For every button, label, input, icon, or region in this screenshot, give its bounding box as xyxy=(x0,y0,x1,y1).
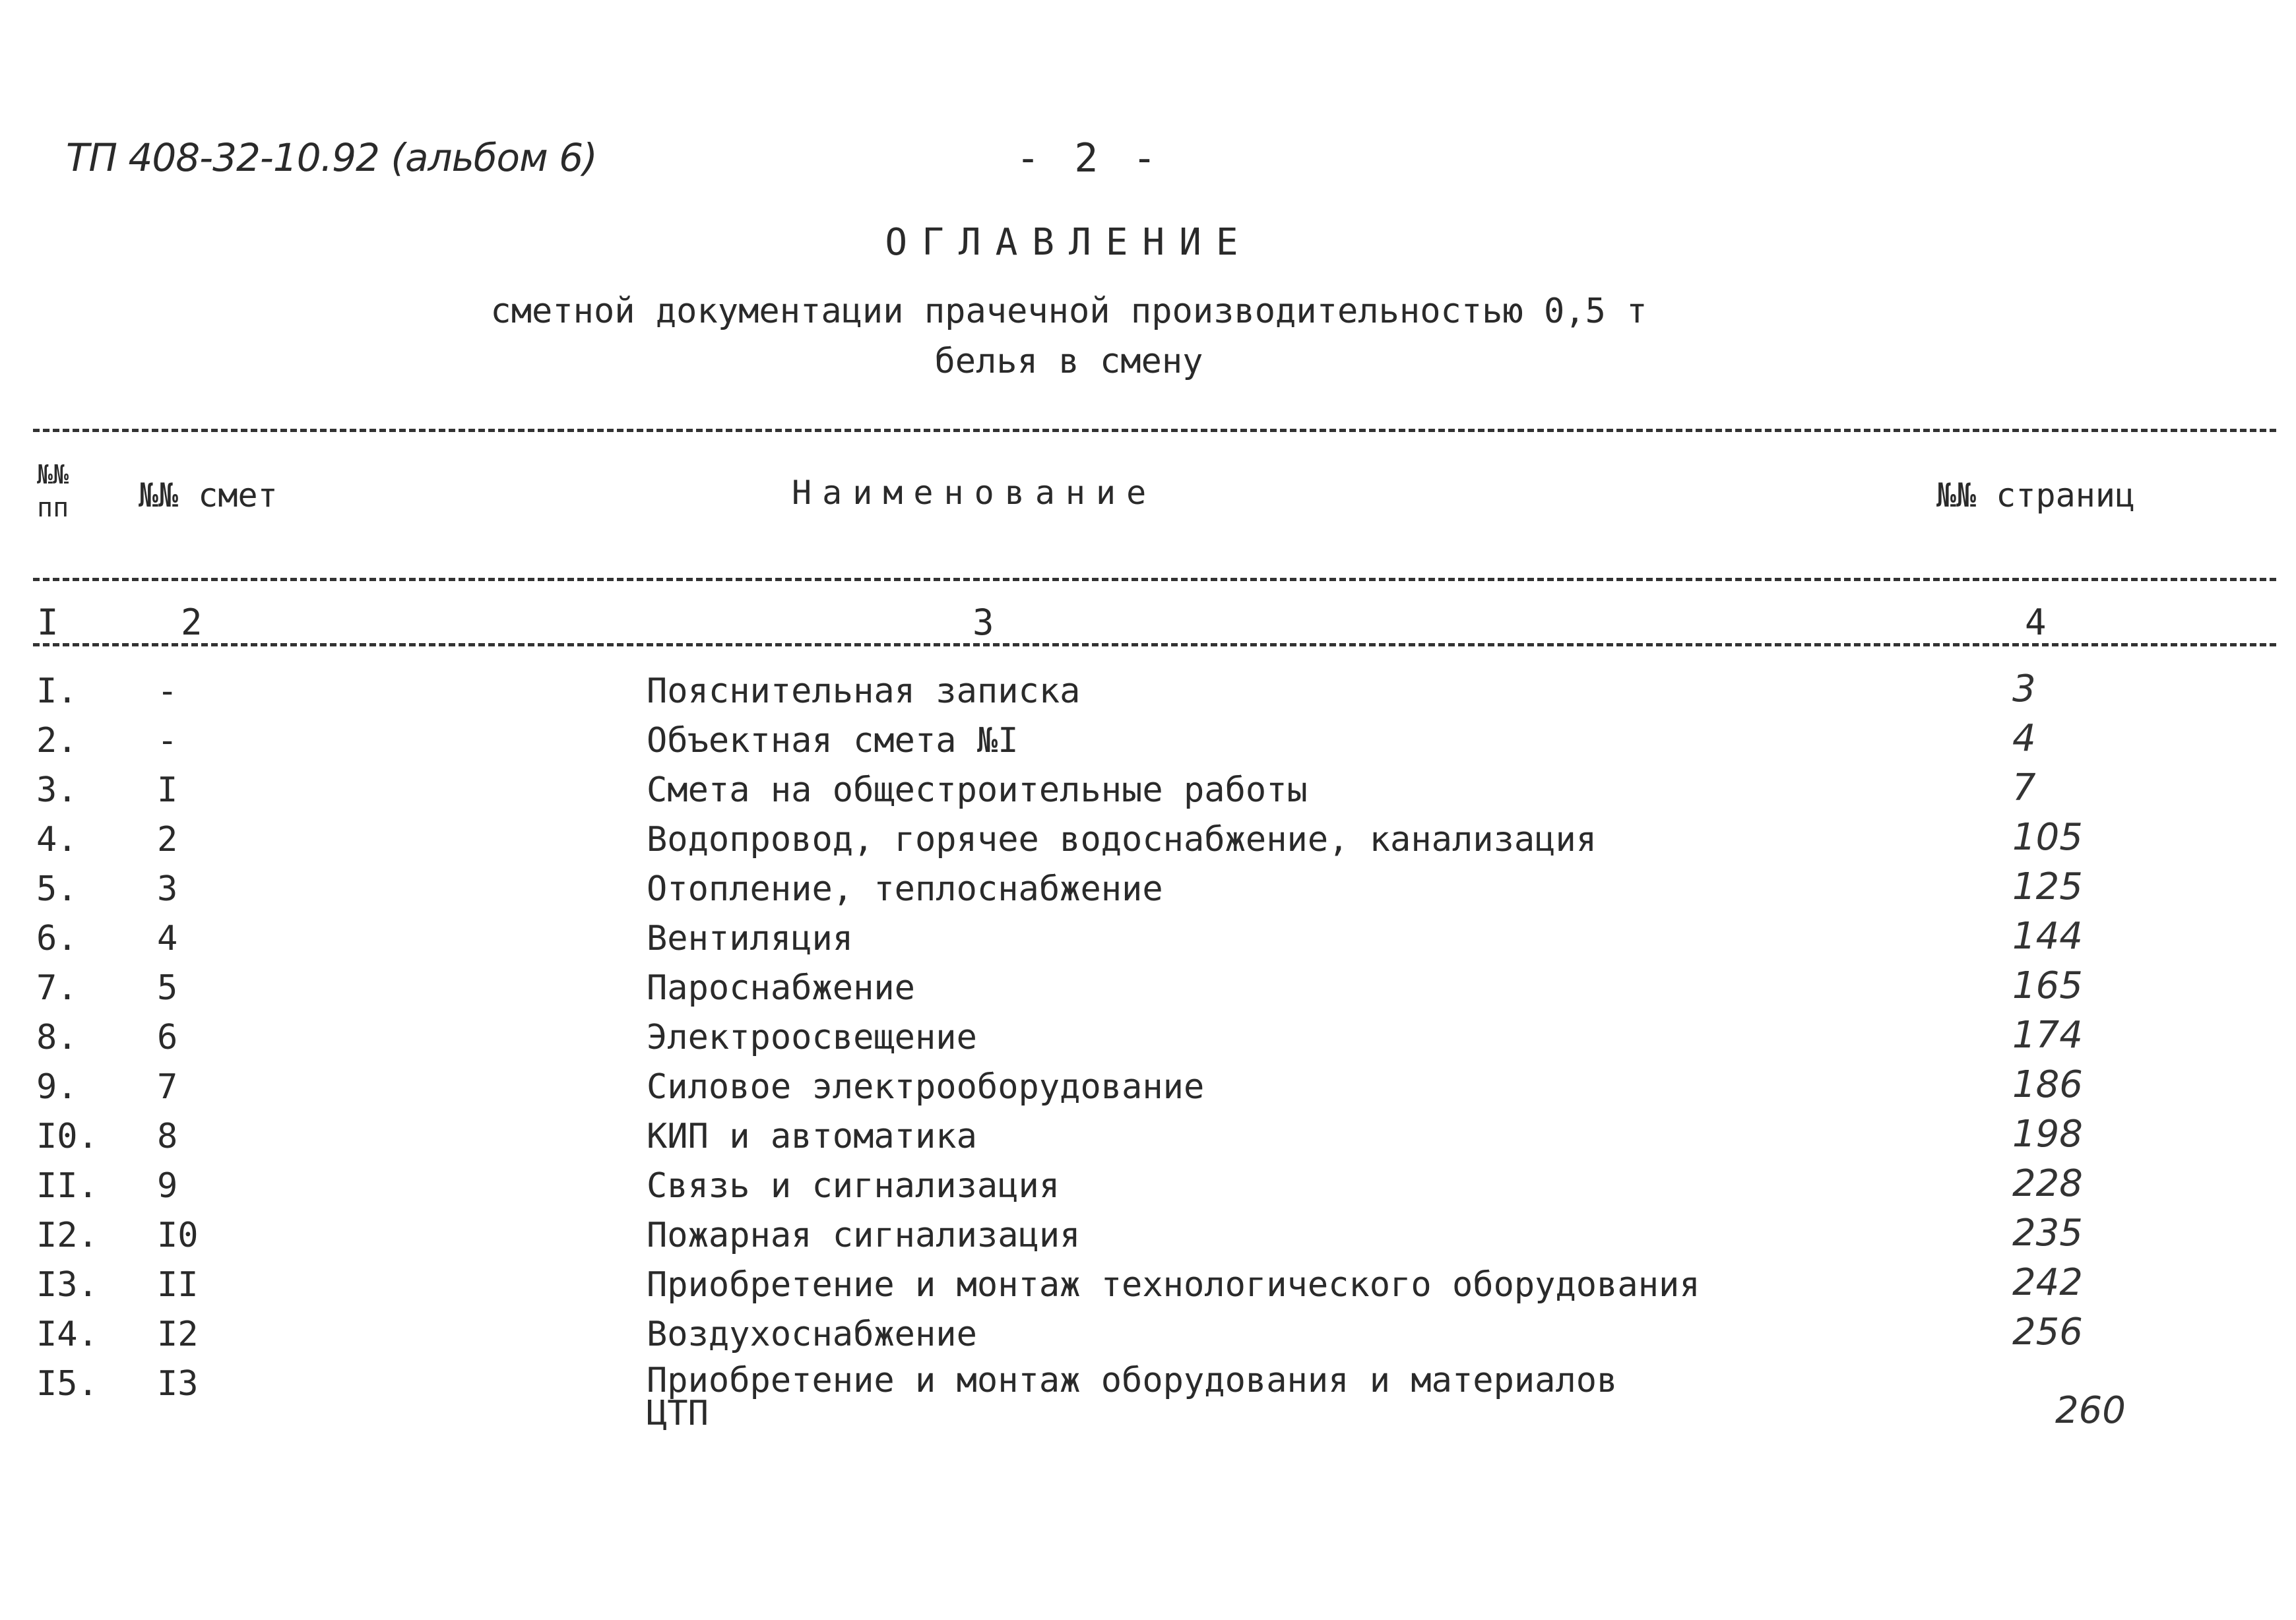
row-page: 125 xyxy=(2012,865,2083,908)
row-number: 6. xyxy=(36,919,78,958)
row-number: I3. xyxy=(36,1265,98,1305)
row-estimate-number: 9 xyxy=(157,1166,178,1206)
column-number-3: 3 xyxy=(970,602,997,643)
table-row xyxy=(0,766,2296,820)
row-estimate-number: 2 xyxy=(157,820,178,859)
table-row xyxy=(0,865,2296,919)
table-row xyxy=(0,1113,2296,1166)
row-number: I0. xyxy=(36,1117,98,1156)
row-number: I. xyxy=(36,671,78,711)
row-page: 165 xyxy=(2012,964,2083,1007)
row-estimate-number: 6 xyxy=(157,1018,178,1057)
row-page: 186 xyxy=(2012,1063,2083,1106)
row-page: 198 xyxy=(2012,1113,2083,1156)
row-name: Приобретение и монтаж технологического оборудования xyxy=(647,1265,1700,1305)
row-name: Вентиляция xyxy=(647,919,854,958)
row-name: Пароснабжение xyxy=(647,968,915,1008)
row-estimate-number: 3 xyxy=(157,869,178,909)
table-row xyxy=(0,1014,2296,1067)
row-estimate-number: - xyxy=(157,721,178,761)
row-estimate-number: - xyxy=(157,671,178,711)
divider-top xyxy=(33,429,2276,432)
row-page: 256 xyxy=(2012,1311,2083,1354)
row-name: Воздухоснабжение xyxy=(647,1315,977,1354)
document-title: ОГЛАВЛЕНИЕ xyxy=(885,221,1253,264)
column-header-estimate: №№ смет xyxy=(139,476,278,514)
row-page: 7 xyxy=(2012,766,2036,809)
row-name: Водопровод, горячее водоснабжение, канализация xyxy=(647,820,1597,859)
table-row xyxy=(0,717,2296,770)
column-number-2: 2 xyxy=(178,602,205,643)
row-page: 260 xyxy=(2055,1389,2126,1432)
column-header-number-line1: №№ xyxy=(37,460,69,490)
row-number: I5. xyxy=(36,1364,98,1404)
row-name: Смета на общестроительные работы xyxy=(647,770,1308,810)
table-row xyxy=(0,1311,2296,1364)
row-page: 242 xyxy=(2012,1261,2083,1304)
document-code: ТП 408-32-10.92 (альбом 6) xyxy=(66,135,597,180)
row-number: 5. xyxy=(36,869,78,909)
row-name: Пожарная сигнализация xyxy=(647,1216,1081,1255)
table-row xyxy=(0,1063,2296,1117)
row-estimate-number: I3 xyxy=(157,1364,199,1404)
row-page: 4 xyxy=(2012,717,2036,760)
table-row xyxy=(0,1361,2296,1443)
row-estimate-number: I0 xyxy=(157,1216,199,1255)
table-row xyxy=(0,915,2296,968)
column-header-name: Наименование xyxy=(792,474,1157,512)
row-number: 4. xyxy=(36,820,78,859)
row-number: 9. xyxy=(36,1067,78,1107)
row-estimate-number: I xyxy=(157,770,178,810)
divider-column-numbers xyxy=(33,643,2276,646)
row-estimate-number: I2 xyxy=(157,1315,199,1354)
row-estimate-number: 5 xyxy=(157,968,178,1008)
column-header-pages: №№ страниц xyxy=(1936,476,2136,514)
row-number: 3. xyxy=(36,770,78,810)
row-name: КИП и автоматика xyxy=(647,1117,977,1156)
row-number: 2. xyxy=(36,721,78,761)
row-number: I2. xyxy=(36,1216,98,1255)
page-number: - 2 - xyxy=(1016,135,1162,181)
table-row xyxy=(0,964,2296,1018)
table-row xyxy=(0,668,2296,721)
row-name: Силовое электрооборудование xyxy=(647,1067,1205,1107)
subtitle-line-2: белья в смену xyxy=(934,342,1203,381)
row-page: 235 xyxy=(2012,1212,2083,1255)
row-estimate-number: 8 xyxy=(157,1117,178,1156)
row-estimate-number: 4 xyxy=(157,919,178,958)
row-estimate-number: II xyxy=(157,1265,199,1305)
divider-header xyxy=(33,578,2276,581)
row-name: Электроосвещение xyxy=(647,1018,977,1057)
row-estimate-number: 7 xyxy=(157,1067,178,1107)
table-row xyxy=(0,1261,2296,1315)
column-number-4: 4 xyxy=(2022,602,2049,643)
column-number-1: I xyxy=(34,602,61,643)
row-name-line-2: ЦТП xyxy=(647,1394,709,1433)
row-name: Отопление, теплоснабжение xyxy=(647,869,1163,909)
row-name-line-1: Приобретение и монтаж оборудования и материалов xyxy=(647,1361,1618,1400)
row-number: I4. xyxy=(36,1315,98,1354)
subtitle-line-1: сметной документации прачечной производительностью 0,5 т xyxy=(490,292,1647,331)
table-row xyxy=(0,816,2296,869)
column-header-number-line2: пп xyxy=(37,493,69,523)
row-page: 228 xyxy=(2012,1162,2083,1205)
row-page: 105 xyxy=(2012,816,2083,859)
row-page: 174 xyxy=(2012,1014,2083,1057)
row-name xyxy=(647,1361,1618,1433)
row-number: 7. xyxy=(36,968,78,1008)
row-number: 8. xyxy=(36,1018,78,1057)
row-name: Связь и сигнализация xyxy=(647,1166,1060,1206)
row-page: 144 xyxy=(2012,915,2083,958)
row-name: Пояснительная записка xyxy=(647,671,1081,711)
table-row xyxy=(0,1212,2296,1265)
row-number: II. xyxy=(36,1166,98,1206)
row-name: Объектная смета №I xyxy=(647,721,1019,761)
row-page: 3 xyxy=(2012,668,2036,710)
table-row xyxy=(0,1162,2296,1216)
